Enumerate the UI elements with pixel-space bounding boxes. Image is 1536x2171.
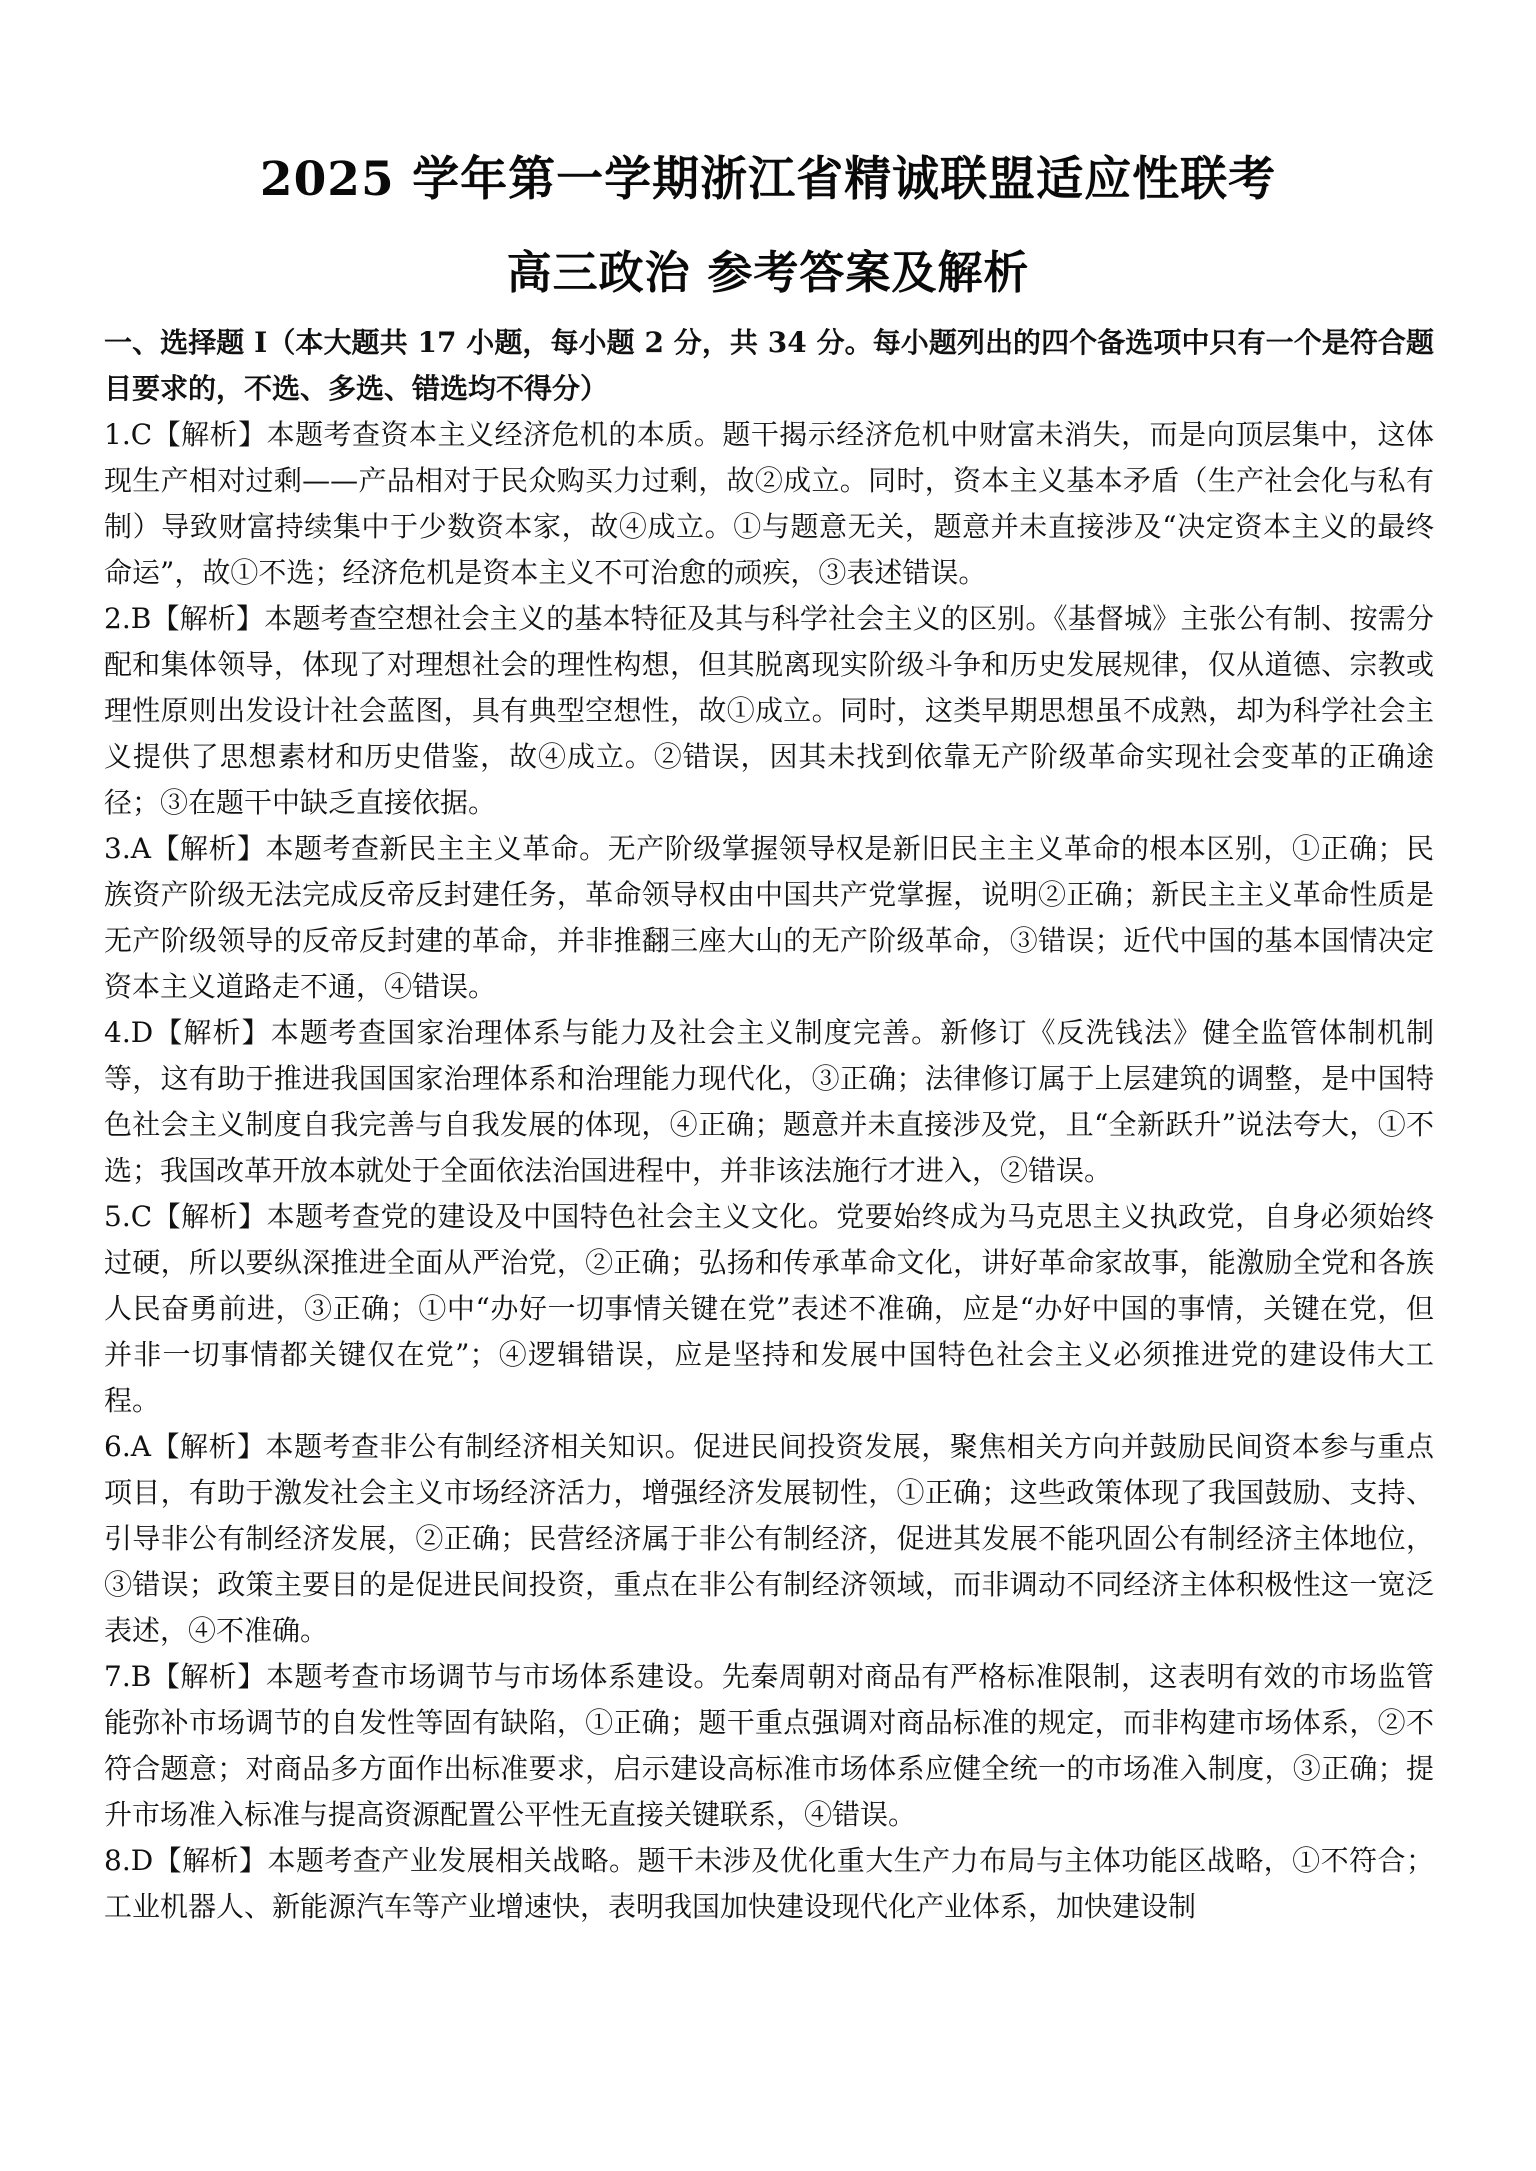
answer-number: 3.A bbox=[104, 832, 151, 865]
answer-item-6 bbox=[104, 1424, 1434, 1654]
analysis-tag: 【解析】 bbox=[150, 832, 266, 865]
analysis-tag: 【解析】 bbox=[150, 1430, 266, 1463]
answer-number: 6.A bbox=[104, 1430, 151, 1463]
answer-number: 8.D bbox=[104, 1844, 154, 1877]
answer-item-5 bbox=[104, 1194, 1434, 1424]
answer-item-8 bbox=[104, 1838, 1434, 1930]
analysis-tag: 【解析】 bbox=[153, 1016, 271, 1049]
section-heading: 一、选择题 I（本大题共 17 小题，每小题 2 分，共 34 分。每小题列出的四个备选项中只有一个是符合题目要求的，不选、多选、错选均不得分） bbox=[104, 326, 1434, 405]
answer-number: 7.B bbox=[104, 1660, 152, 1693]
analysis-text: 本题考查产业发展相关战略。题干未涉及优化重大生产力布局与主体功能区战略，①不符合；工业机器人、新能源汽车等产业增速快，表明我国加快建设现代化产业体系，加快建设制 bbox=[104, 1844, 1434, 1923]
answer-number: 1.C bbox=[104, 418, 153, 451]
analysis-tag: 【解析】 bbox=[151, 1660, 266, 1693]
analysis-tag: 【解析】 bbox=[152, 418, 267, 451]
analysis-text: 本题考查党的建设及中国特色社会主义文化。党要始终成为马克思主义执政党，自身必须始终过硬，所以要纵深推进全面从严治党，②正确；弘扬和传承革命文化，讲好革命家故事，能激励全党和各族人民奋勇前进，③正确；①中“办好一切事情关键在党”表述不准确，应是“办好中国的事情，关键在党，但并非一切事情都关键仅在党”；④逻辑错误，应是坚持和发展中国特色社会主义必须推进党的建设伟大工程。 bbox=[104, 1200, 1434, 1417]
document-body bbox=[104, 320, 1434, 1930]
document-subtitle: 高三政治 参考答案及解析 bbox=[506, 246, 1030, 299]
answer-number: 4.D bbox=[104, 1016, 154, 1049]
answer-item-3 bbox=[104, 826, 1434, 1010]
answer-item-4 bbox=[104, 1010, 1434, 1194]
answer-item-1 bbox=[104, 412, 1434, 596]
analysis-text: 本题考查国家治理体系与能力及社会主义制度完善。新修订《反洗钱法》健全监管体制机制等，这有助于推进我国国家治理体系和治理能力现代化，③正确；法律修订属于上层建筑的调整，是中国特色社会主义制度自我完善与自我发展的体现，④正确；题意并未直接涉及党，且“全新跃升”说法夸大，①不选；我国改革开放本就处于全面依法治国进程中，并非该法施行才进入，②错误。 bbox=[104, 1016, 1434, 1187]
analysis-text: 本题考查空想社会主义的基本特征及其与科学社会主义的区别。《基督城》主张公有制、按需分配和集体领导，体现了对理想社会的理性构想，但其脱离现实阶级斗争和历史发展规律，仅从道德、宗教或理性原则出发设计社会蓝图，具有典型空想性，故①成立。同时，这类早期思想虽不成熟，却为科学社会主义提供了思想素材和历史借鉴，故④成立。②错误，因其未找到依靠无产阶级革命实现社会变革的正确途径；③在题干中缺乏直接依据。 bbox=[104, 602, 1434, 819]
analysis-tag: 【解析】 bbox=[151, 602, 265, 635]
answer-item-2 bbox=[104, 596, 1434, 826]
analysis-text: 本题考查市场调节与市场体系建设。先秦周朝对商品有严格标准限制，这表明有效的市场监管能弥补市场调节的自发性等固有缺陷，①正确；题干重点强调对商品标准的规定，而非构建市场体系，②不符合题意；对商品多方面作出标准要求，启示建设高标准市场体系应健全统一的市场准入制度，③正确；提升市场准入标准与提高资源配置公平性无直接关键联系，④错误。 bbox=[104, 1660, 1434, 1831]
answer-number: 2.B bbox=[104, 602, 152, 635]
answer-item-7 bbox=[104, 1654, 1434, 1838]
answer-number: 5.C bbox=[104, 1200, 153, 1233]
analysis-tag: 【解析】 bbox=[152, 1200, 267, 1233]
analysis-text: 本题考查资本主义经济危机的本质。题干揭示经济危机中财富未消失，而是向顶层集中，这体现生产相对过剩——产品相对于民众购买力过剩，故②成立。同时，资本主义基本矛盾（生产社会化与私有制）导致财富持续集中于少数资本家，故④成立。①与题意无关，题意并未直接涉及“决定资本主义的最终命运”，故①不选；经济危机是资本主义不可治愈的顽疾，③表述错误。 bbox=[104, 418, 1434, 589]
analysis-text: 本题考查新民主主义革命。无产阶级掌握领导权是新旧民主主义革命的根本区别，①正确；民族资产阶级无法完成反帝反封建任务，革命领导权由中国共产党掌握，说明②正确；新民主主义革命性质是无产阶级领导的反帝反封建的革命，并非推翻三座大山的无产阶级革命，③错误；近代中国的基本国情决定资本主义道路走不通，④错误。 bbox=[104, 832, 1434, 1003]
analysis-text: 本题考查非公有制经济相关知识。促进民间投资发展，聚焦相关方向并鼓励民间资本参与重点项目，有助于激发社会主义市场经济活力，增强经济发展韧性，①正确；这些政策体现了我国鼓励、支持、引导非公有制经济发展，②正确；民营经济属于非公有制经济，促进其发展不能巩固公有制经济主体地位，③错误；政策主要目的是促进民间投资，重点在非公有制经济领域，而非调动不同经济主体积极性这一宽泛表述，④不准确。 bbox=[104, 1430, 1434, 1647]
analysis-tag: 【解析】 bbox=[153, 1844, 268, 1877]
document-title: 2025 学年第一学期浙江省精诚联盟适应性联考 bbox=[259, 152, 1277, 207]
